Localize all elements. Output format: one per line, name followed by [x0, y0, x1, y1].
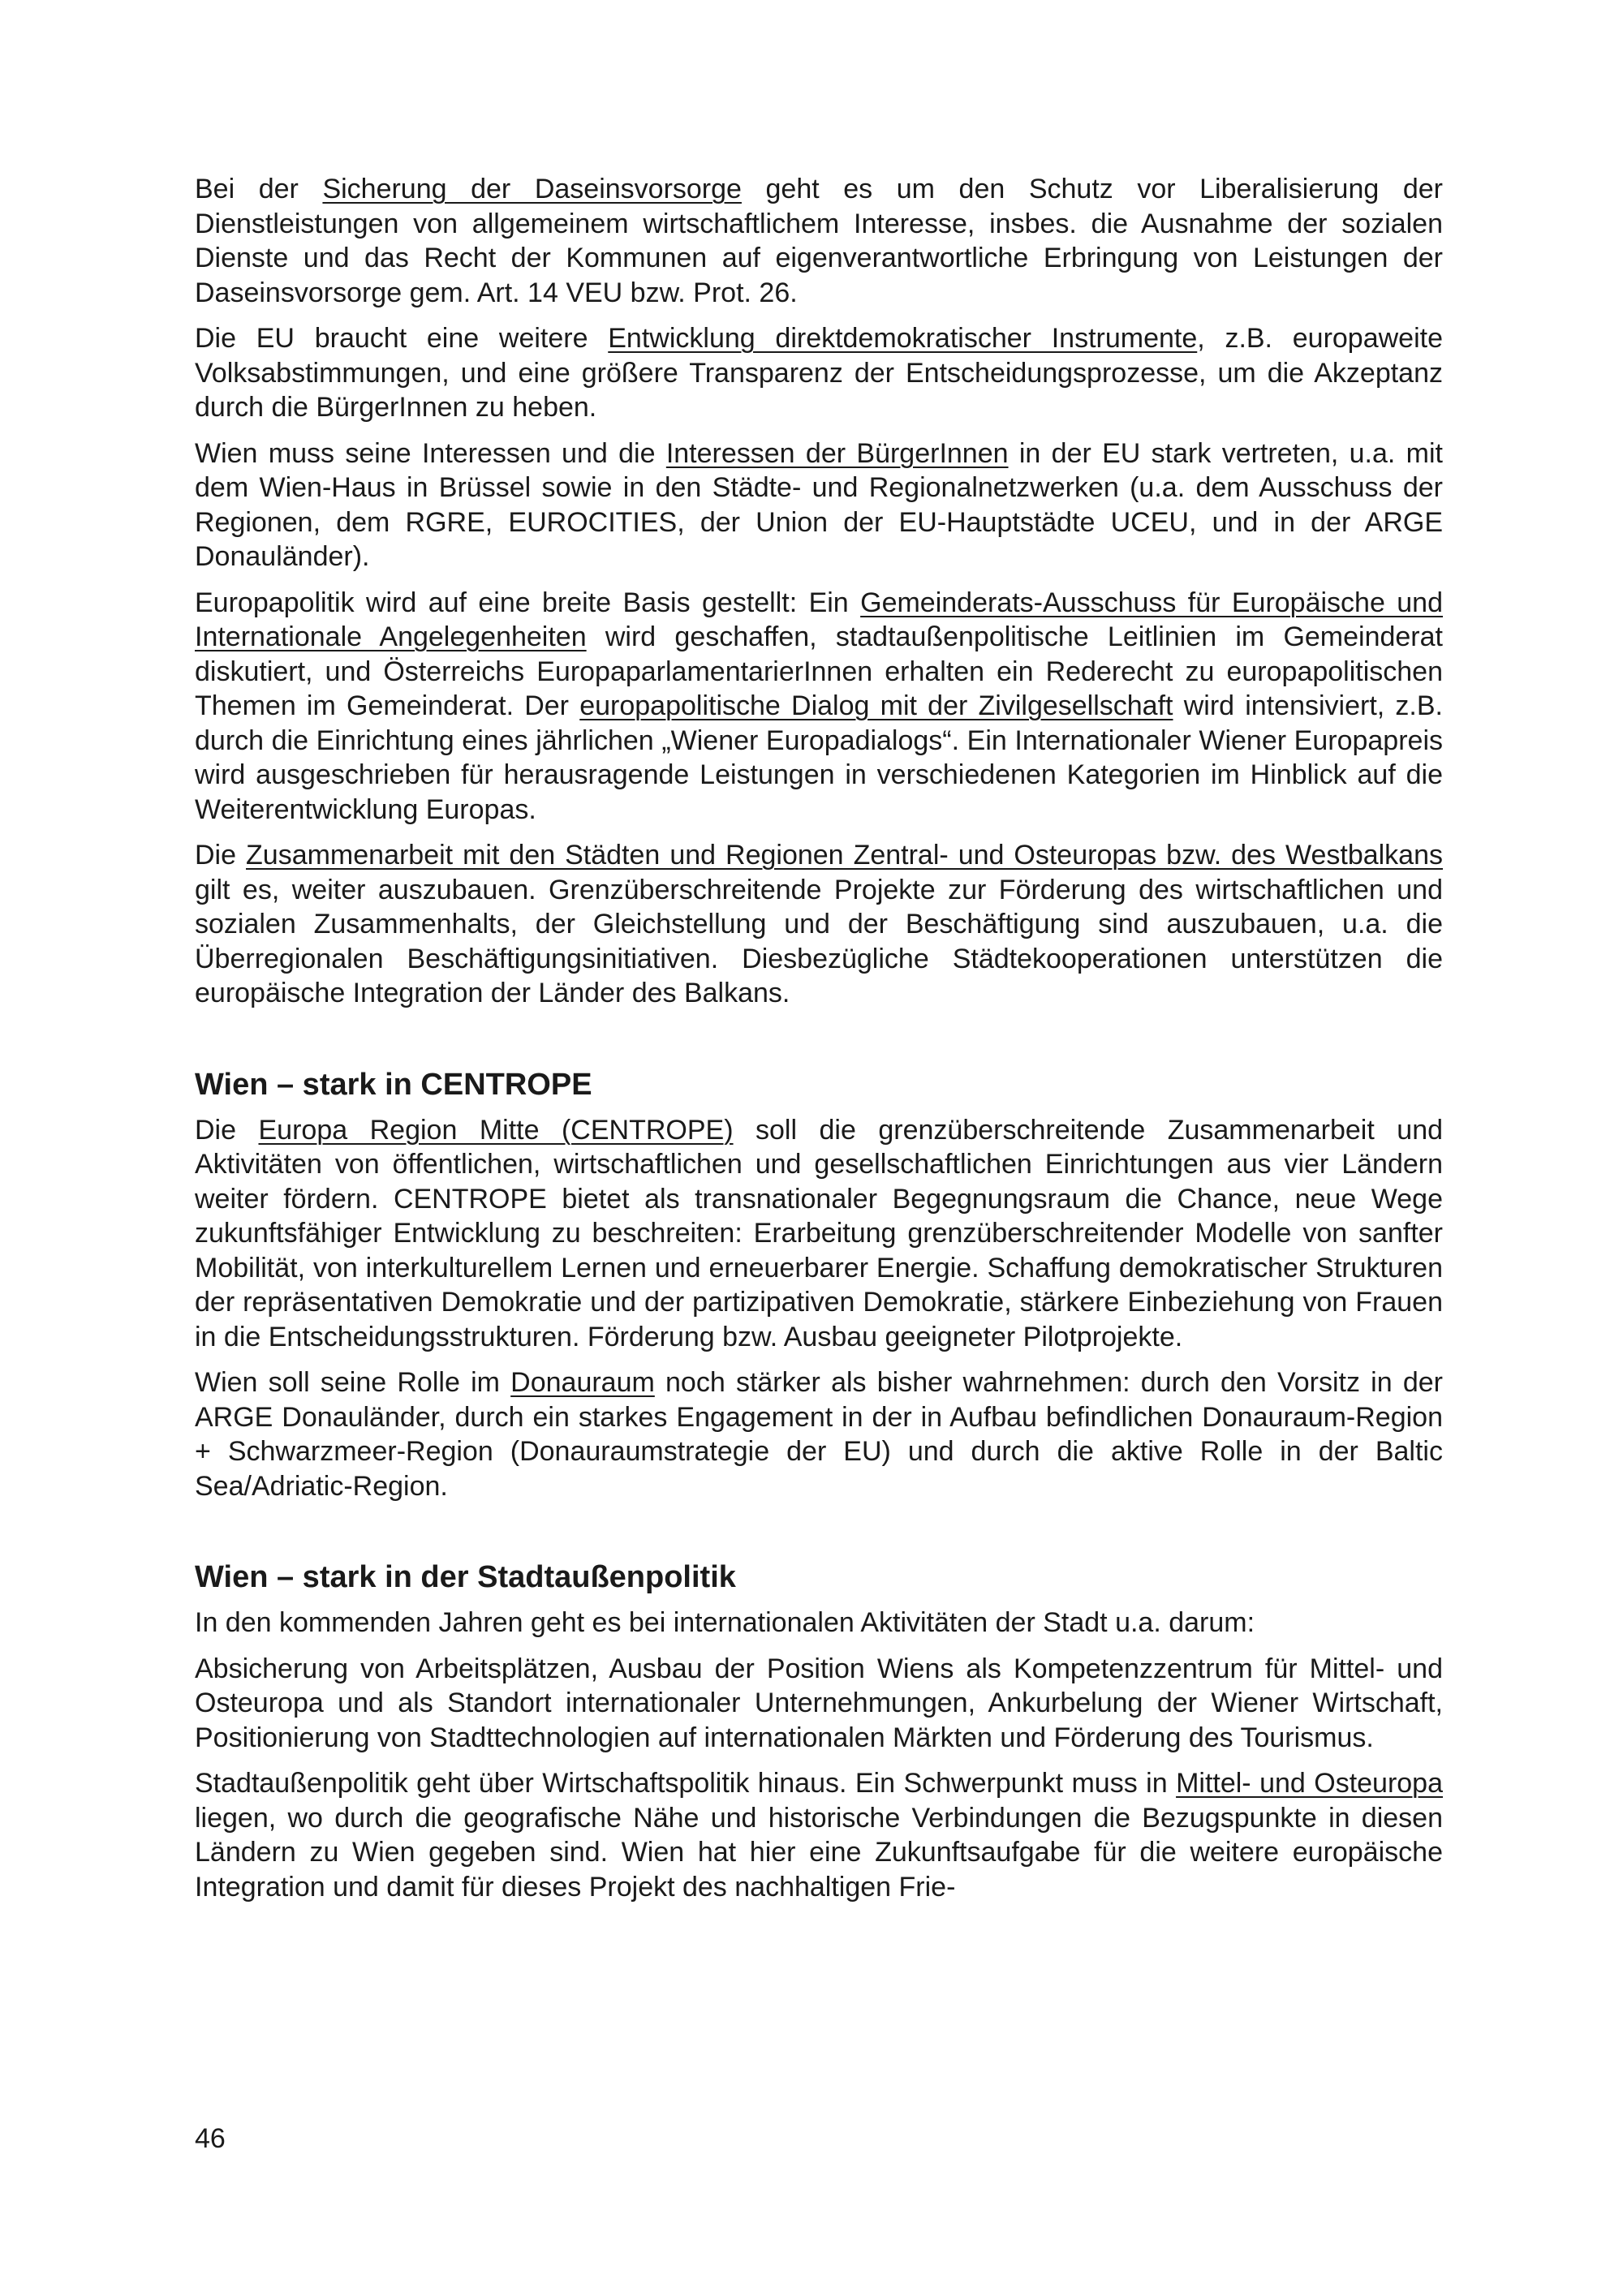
paragraph-schwerpunkt — [195, 1766, 1443, 1904]
text-run: gilt es, weiter auszubauen. Grenzüberschreitende Projekte zur Förderung des wirtschaftlichen und sozialen Zusammenhalts, der Gleichstellung und der Beschäftigung sind auszubauen, u.a. die Überregionalen Beschäftigungsinitiativen. Diesbezügliche Städtekooperationen unterstützen die europäische Integration der Länder des Balkans. — [195, 874, 1443, 1008]
text-run: soll die grenzüberschreitende Zusammenarbeit und Aktivitäten von öffentlichen, wirtschaftlichen und gesellschaftlichen Einrichtungen aus vier Ländern weiter fördern. CENTROPE bietet als transnationaler Begegnungsraum die Chance, neue Wege zukunftsfähiger Entwicklung zu beschreiten: Erarbeitung grenzüberschreitender Modelle von sanfter Mobilität, von interkulturellem Lernen und erneuerbarer Energie. Schaffung demokratischer Strukturen der repräsentativen Demokratie und der partizipativen Demokratie, stärkere Einbeziehung von Frauen in die Entscheidungsstrukturen. Förderung bzw. Ausbau geeigneter Pilotprojekte. — [195, 1114, 1444, 1352]
text-run: Stadtaußenpolitik geht über Wirtschaftspolitik hinaus. Ein Schwerpunkt muss in — [195, 1768, 1177, 1799]
text-run: liegen, wo durch die geografische Nähe und historische Verbindungen die Bezugspunkte in diesen Ländern zu Wien gegeben sind. Wien hat hier eine Zukunftsaufgabe für die weitere europäische Integration und damit für dieses Projekt des nachhaltigen Frie- — [195, 1802, 1443, 1903]
underlined-term: Entwicklung direktdemokratischer Instrumente — [608, 323, 1198, 354]
page-number: 46 — [195, 2123, 226, 2154]
paragraph-centrope — [195, 1113, 1443, 1355]
underlined-term: Gemeinderats-Ausschuss für Europäische und Internationale Angelegenheiten — [195, 587, 1443, 652]
text-run: Wien muss seine Interessen und die — [195, 437, 666, 469]
section-spacer — [195, 1022, 1443, 1066]
document-page — [195, 172, 1443, 1915]
text-run: , z.B. europaweite Volksabstimmungen, und eine größere Transparenz der Entscheidungsprozesse, um die Akzeptanz durch die BürgerInnen zu heben. — [195, 323, 1443, 423]
underlined-term: Sicherung der Daseinsvorsorge — [322, 174, 742, 204]
underlined-term: Zusammenarbeit mit den Städten und Regionen Zentral- und Osteuropas bzw. des Westbalkans — [246, 840, 1444, 871]
paragraph-direktdemokratie — [195, 321, 1443, 425]
text-run: wird intensiviert, z.B. durch die Einrichtung eines jährlichen „Wiener Europadialogs“. Ein Internationaler Wiener Europapreis wird ausgeschrieben für herausragende Leistungen in verschiedenen Kategorien im Hinblick auf die Weiterentwicklung Europas. — [195, 690, 1443, 825]
underlined-term: europapolitische Dialog mit der Zivilgesellschaft — [579, 690, 1173, 721]
text-run: Wien soll seine Rolle im — [195, 1367, 511, 1398]
underlined-term: Europa Region Mitte (CENTROPE) — [258, 1114, 734, 1146]
text-run: Die — [195, 1114, 259, 1146]
underlined-term: Interessen der BürgerInnen — [665, 437, 1009, 469]
underlined-term: Mittel- und Osteuropa — [1176, 1768, 1444, 1799]
text-run: Die EU braucht eine weitere — [195, 323, 609, 354]
paragraph-zusammenarbeit — [195, 838, 1443, 1011]
paragraph-daseinsvorsorge — [195, 172, 1443, 310]
paragraph-europapolitik — [195, 586, 1443, 828]
text-run: in der EU stark vertreten, u.a. mit dem Wien-Haus in Brüssel sowie in den Städte- und Regionalnetzwerken (u.a. dem Ausschuss der Regionen, dem RGRE, EUROCITIES, der Union der EU-Hauptstädte UCEU, und in der ARGE Donauländer). — [195, 437, 1444, 572]
text-run: Europapolitik wird auf eine breite Basis gestellt: Ein — [195, 587, 861, 618]
paragraph-absicherung: Absicherung von Arbeitsplätzen, Ausbau der Position Wiens als Kompetenzzentrum für Mittel- und Osteuropa und als Standort internationaler Unternehmungen, Ankurbelung der Wiener Wirtschaft, Positionierung von Stadttechnologien auf internationalen Märkten und Förderung des Tourismus. — [195, 1653, 1443, 1753]
heading-centrope: Wien – stark in CENTROPE — [195, 1067, 592, 1102]
section-spacer — [195, 1515, 1443, 1559]
paragraph-interessen — [195, 436, 1443, 574]
paragraph-aktivitaeten: In den kommenden Jahren geht es bei internationalen Aktivitäten der Stadt u.a. darum: — [195, 1607, 1255, 1638]
heading-stadtaussenpolitik: Wien – stark in der Stadtaußenpolitik — [195, 1560, 736, 1594]
text-run: noch stärker als bisher wahrnehmen: durch den Vorsitz in der ARGE Donauländer, durch ein starkes Engagement in der in Aufbau befindlichen Donauraum-Region + Schwarzmeer-Region (Donauraumstrategie der EU) und durch die aktive Rolle in der Baltic Sea/Adriatic-Region. — [195, 1367, 1443, 1502]
text-run: Bei der — [195, 174, 323, 204]
paragraph-donauraum — [195, 1365, 1443, 1503]
underlined-term: Donauraum — [510, 1367, 655, 1398]
text-run: wird geschaffen, stadtaußenpolitische Leitlinien im Gemeinderat diskutiert, und Österreichs EuropaparlamentarierInnen erhalten ein Rederecht zu europapolitischen Themen im Gemeinderat. Der — [195, 621, 1443, 721]
text-run: Die — [195, 840, 247, 871]
text-run: geht es um den Schutz vor Liberalisierung der Dienstleistungen von allgemeinem wirtschaftlichem Interesse, insbes. die Ausnahme der sozialen Dienste und das Recht der Kommunen auf eigenverantwortliche Erbringung von Leistungen der Daseinsvorsorge gem. Art. 14 VEU bzw. Prot. 26. — [195, 174, 1443, 308]
